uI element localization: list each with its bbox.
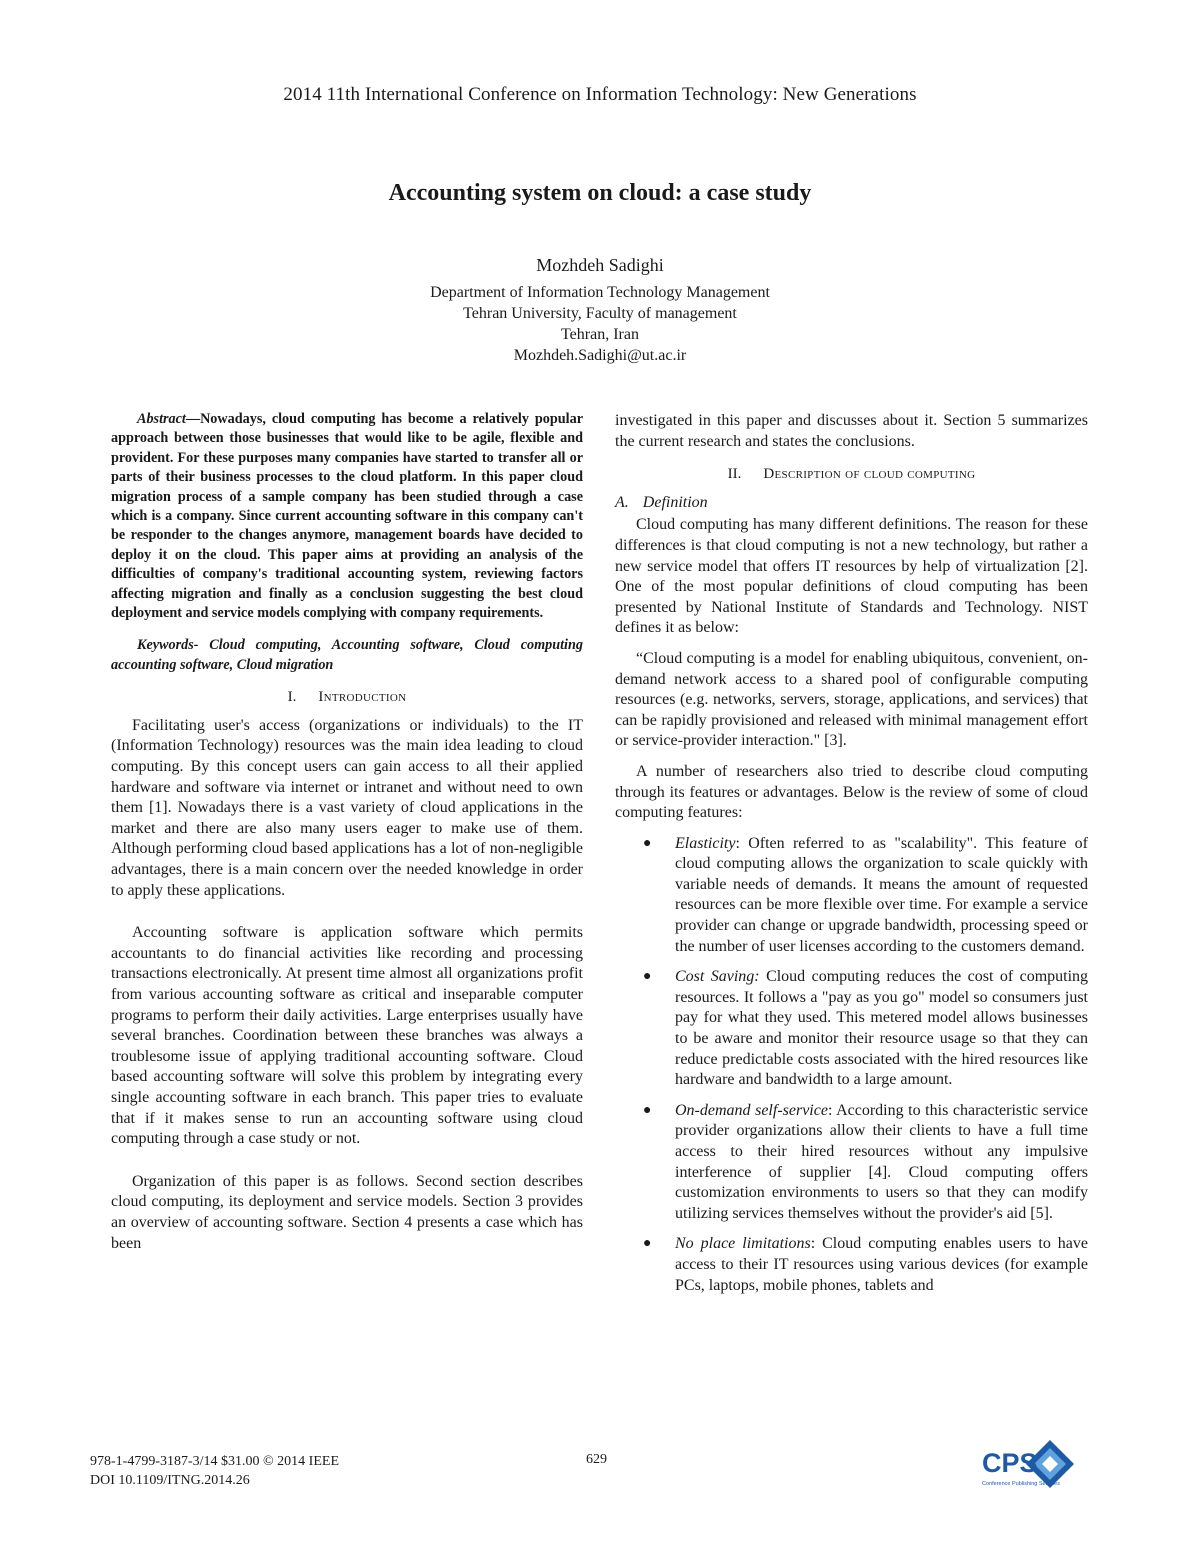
feature-text: Cloud computing reduces the cost of computing resources. It follows a "pay as you go" model so consumers just pay for what they used. This metered model allows businesses to be aware and monitor their resource usage so that they can reduce predictable costs associated with the hired resources like hardware and bandwidth to a large amount.	[675, 968, 1089, 1089]
abstract-text: —Nowadays, cloud computing has become a relatively popular approach between those businesses that would like to be agile, flexible and provident. For these purposes many companies have started to transfer all or parts of their business processes to the cloud platform. In this paper cloud migration process of a sample company has been studied through a case which is a company. Since current accounting software in this company can't be responder to the changes anymore, management boards have decided to deploy it on the cloud. This paper aims at providing an analysis of the difficulties of company's traditional accounting system, reviewing factors affecting migration and finally as a conclusion suggesting the best cloud deployment and service models complying with company requirements.	[111, 411, 583, 622]
definition-paragraph-2: A number of researchers also tried to describe cloud computing through its features or advantages. Below is the review of some of cloud computing features:	[615, 762, 1088, 822]
cps-logo-text: CPS	[982, 1448, 1038, 1478]
left-column	[111, 410, 583, 1254]
page-number: 629	[586, 1452, 607, 1467]
subsection-title: Definition	[642, 493, 708, 511]
footer-publication-info	[90, 1452, 339, 1490]
feature-text: According to this characteristic service provider organizations allow their clients to have a full time access to their hired resources without any impulsive interference of supplier [4]. Cloud computing offers customization environments to users so that they can modify utilizing services themselves without the provider's aid [5].	[675, 1101, 1088, 1222]
intro-paragraph-3: Organization of this paper is as follows. Second section describes cloud computing, its deployment and service models. Section 3 provides an overview of accounting software. Section 4 presents a case which has been	[111, 1172, 583, 1252]
keywords: Keywords- Cloud computing, Accounting software, Cloud computing accounting software, Cloud migration	[111, 637, 583, 673]
bullet-icon: ●	[643, 1236, 652, 1252]
affiliation-location: Tehran, Iran	[561, 326, 639, 343]
section-number: I.	[287, 689, 297, 706]
feature-term: On-demand self-service	[675, 1101, 828, 1119]
intro-paragraph-2: Accounting software is application software which permits accountants to do financial activities like recording and processing transactions electronically. At present time almost all organizations profit from various accounting software as critical and inseparable computer programs to perform their daily activities. Large enterprises usually have several branches. Coordination between these branches was always a troublesome issue of applying traditional accounting software. Cloud based accounting software will solve this problem by integrating every single accounting software in each branch. This paper tries to evaluate that if it makes sense to run an accounting software using cloud computing through a case study or not.	[111, 924, 583, 1148]
section-title: Description of cloud computing	[763, 466, 976, 483]
affiliation-email: Mozhdeh.Sadighi@ut.ac.ir	[513, 347, 687, 364]
section-heading-cloud-computing	[615, 464, 1088, 485]
feature-text: Often referred to as "scalability". This feature of cloud computing allows the organization to scale quickly with variable needs of demands. It means the amount of requested resources can be more flexible over time. For example a service provider can change or upgrade bandwidth, processing speed or the number of user licenses according to the customers demand.	[675, 834, 1089, 955]
bullet-icon: ●	[643, 835, 652, 851]
bullet-icon: ●	[643, 1102, 652, 1118]
list-item	[615, 967, 1088, 1091]
affiliation-department: Department of Information Technology Management	[430, 284, 770, 301]
subsection-heading-definition	[615, 493, 1088, 514]
bullet-icon: ●	[643, 969, 652, 985]
definition-paragraph-1: Cloud computing has many different definitions. The reason for these differences is that cloud computing is not a new technology, but rather a new service model that offers IT resources by help of virtualization [2]. One of the most popular definitions of cloud computing has been presented by National Institute of Standards and Technology. NIST defines it as below:	[615, 516, 1088, 637]
footer-doi: DOI 10.1109/ITNG.2014.26	[90, 1473, 250, 1488]
intro-continuation: investigated in this paper and discusses about it. Section 5 summarizes the current research and states the conclusions.	[615, 412, 1088, 450]
nist-quote: “Cloud computing is a model for enabling ubiquitous, convenient, on-demand network access to a shared pool of configurable computing resources (e.g. networks, servers, storage, applications, and services) that can be rapidly provisioned and released with minimal management effort or service-provider interaction." [3].	[615, 649, 1088, 750]
author-affiliation	[0, 282, 1200, 366]
feature-text: Cloud computing enables users to have access to their IT resources using various devices (for example PCs, laptops, mobile phones, tablets and	[675, 1235, 1089, 1294]
feature-term: No place limitations	[675, 1235, 811, 1253]
cps-logo	[980, 1436, 1080, 1492]
list-item: ● No place limitations: Cloud computing enables users to have access to their IT resources using various devices (for example PCs, laptops, mobile phones, tablets and	[643, 1235, 1089, 1294]
section-title: Introduction	[318, 689, 407, 706]
author-name: Mozhdeh Sadighi	[536, 255, 664, 275]
section-number: II.	[727, 466, 742, 483]
abstract-label: Abstract	[137, 411, 186, 427]
section-heading-introduction	[111, 687, 583, 708]
paper-title: Accounting system on cloud: a case study	[388, 180, 812, 206]
intro-paragraph-1: Facilitating user's access (organizations or individuals) to the IT (Information Technology) resources was the main idea leading to cloud computing. By this concept users can gain access to all their applied hardware and software via internet or intranet and without need to own them [1]. Nowadays there is a vast variety of cloud applications in the market and there are also many users eager to make use of them. Although performing cloud based applications has a lot of non-negligible advantages, there is a main concern over the needed knowledge in order to apply these applications.	[111, 716, 583, 899]
subsection-letter: A.	[615, 493, 629, 511]
abstract	[111, 410, 583, 623]
footer-isbn: 978-1-4799-3187-3/14 $31.00 © 2014 IEEE	[90, 1454, 339, 1469]
list-item: ● Elasticity: Often referred to as "scalability". This feature of cloud computing allows the organization to scale quickly with variable needs of demands. It means the amount of requested resources can be more flexible over time. For example a service provider can change or upgrade bandwidth, processing speed or the number of user licenses according to the customers demand.	[643, 834, 1089, 955]
affiliation-university: Tehran University, Faculty of management	[463, 305, 737, 322]
feature-term: Cost Saving:	[675, 968, 760, 986]
right-column	[615, 411, 1088, 1306]
cps-logo-subtext: Conference Publishing Services	[982, 1481, 1060, 1487]
conference-header: 2014 11th International Conference on Information Technology: New Generations	[283, 84, 917, 105]
features-list	[615, 834, 1088, 1296]
list-item: ● On-demand self-service: According to this characteristic service provider organizations allow their clients to have a full time access to their hired resources without any impulsive interference of supplier [4]. Cloud computing offers customization environments to users so that they can modify utilizing services themselves without the provider's aid [5].	[643, 1101, 1088, 1222]
feature-term: Elasticity	[675, 834, 736, 852]
